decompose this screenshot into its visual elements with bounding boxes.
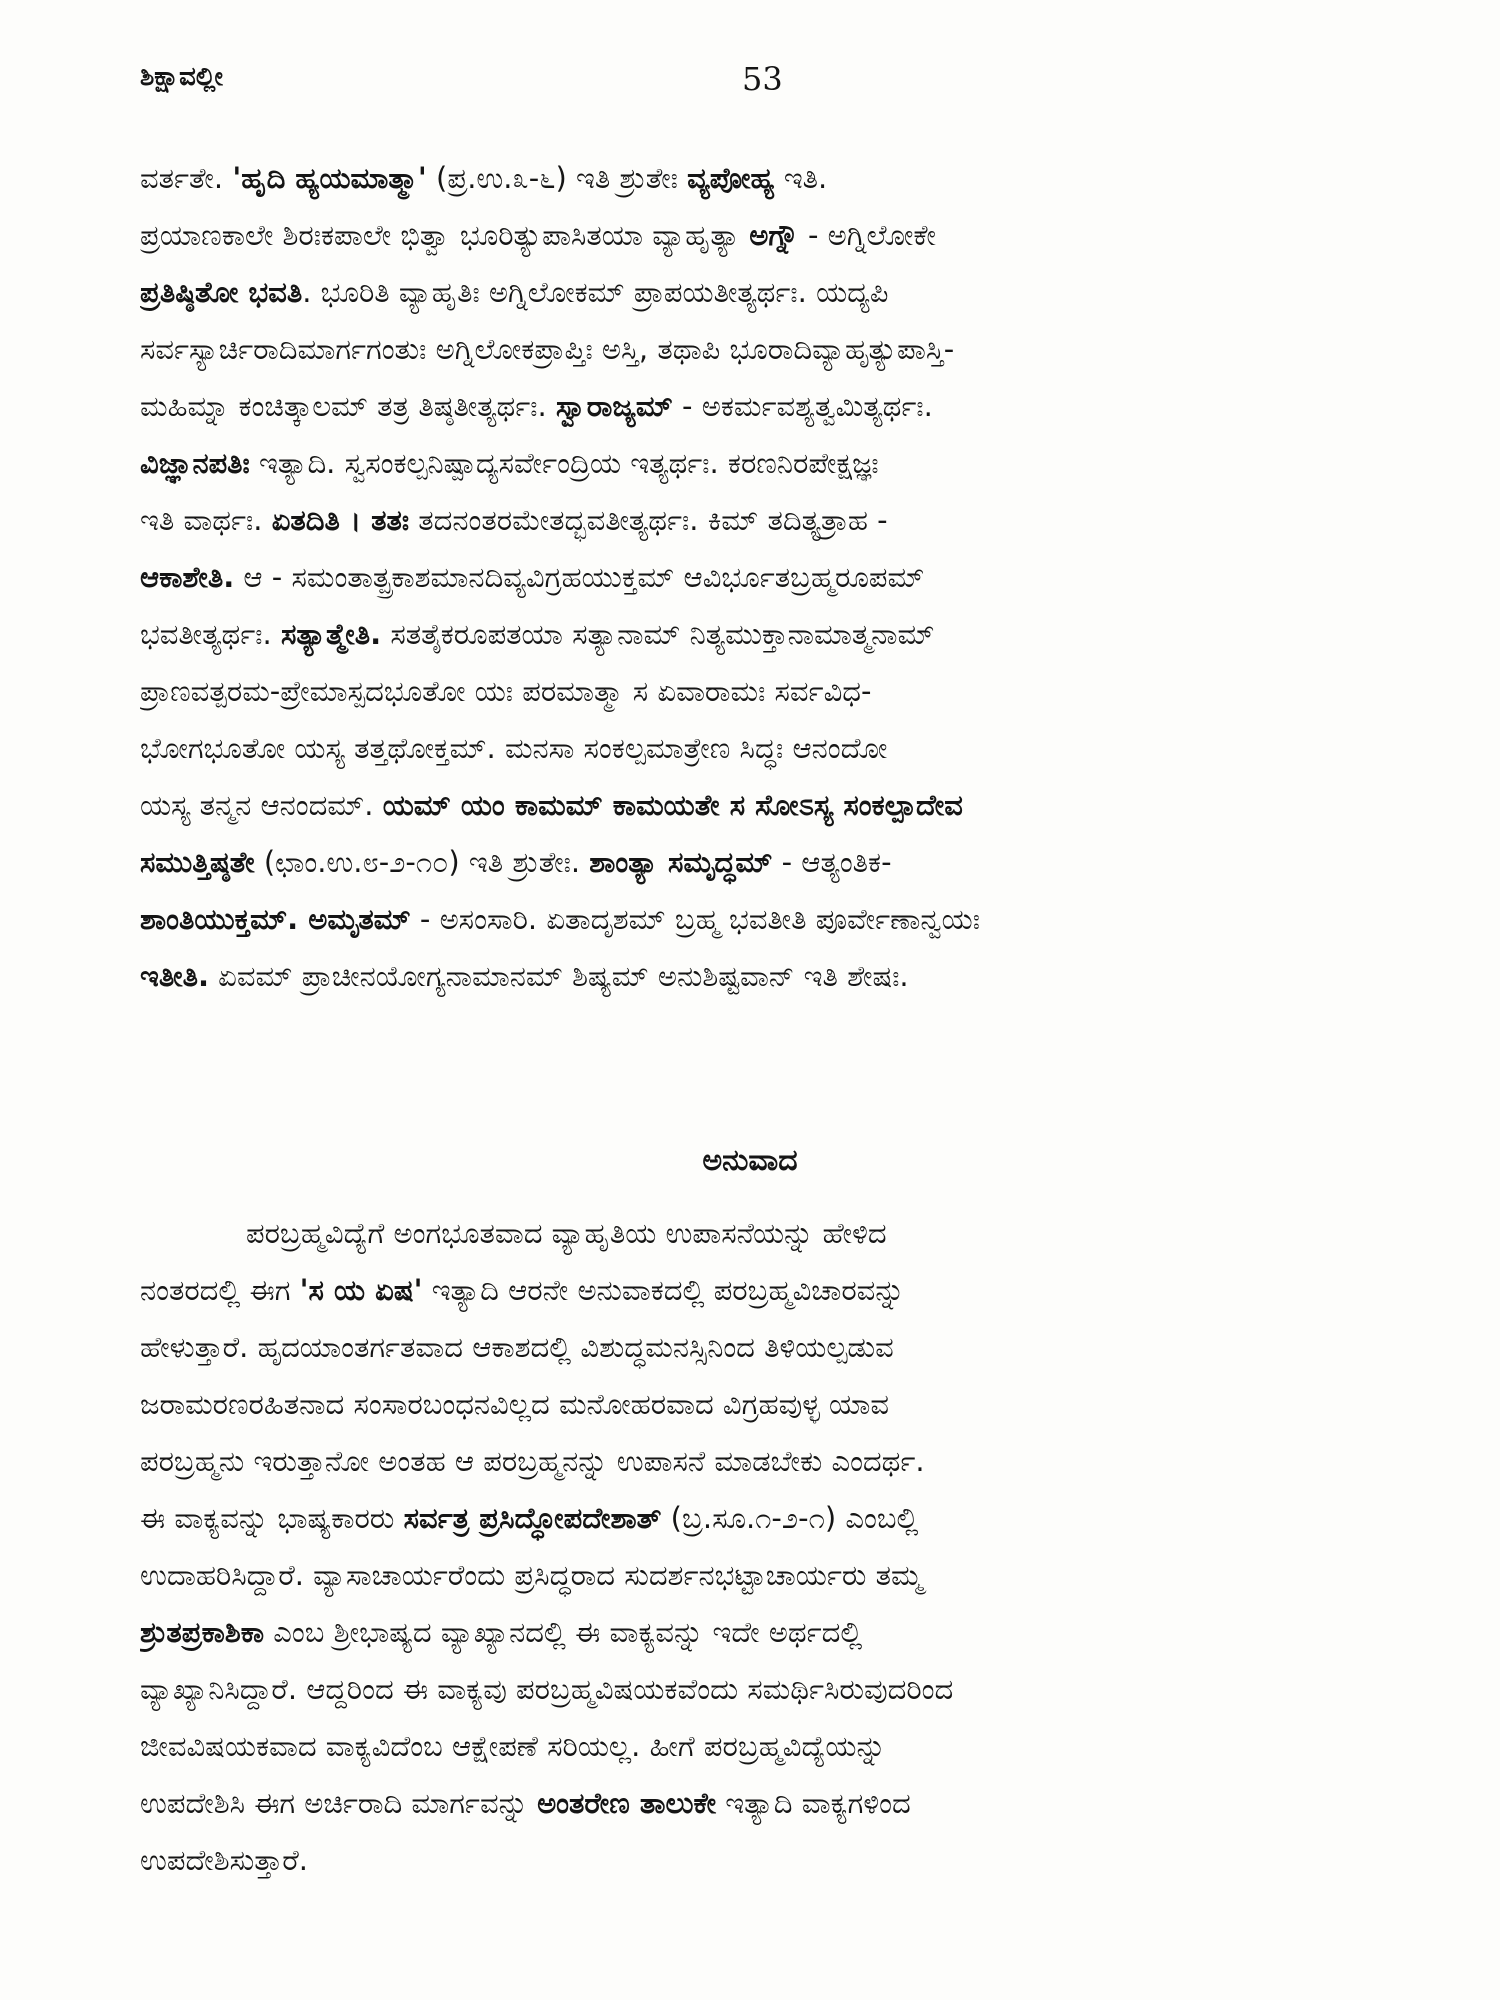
text-segment: - ಆತ್ಯಂತಿಕ- — [772, 845, 892, 879]
text-line — [140, 264, 1382, 321]
text-segment: ಜೀವವಿಷಯಕವಾದ ವಾಕ್ಯವಿದೆಂಬ ಆಕ್ಷೇಪಣೆ ಸರಿಯಲ್ಲ. ಹೀಗೆ ಪರಬ್ರಹ್ಮವಿದ್ಯೆಯನ್ನು — [140, 1729, 886, 1763]
text-segment: ಈ ವಾಕ್ಯವನ್ನು ಭಾಷ್ಯಕಾರರು — [140, 1501, 404, 1535]
text-line — [140, 777, 1382, 834]
bold-text-segment: ಅಂತರೇಣ ತಾಲುಕೇ — [537, 1786, 717, 1820]
text-line — [140, 1718, 1382, 1775]
text-segment: (ಛಾಂ.ಉ.೮-೨-೧೦) ಇತಿ ಶ್ರುತೇಃ. — [254, 845, 590, 879]
commentary-text — [140, 150, 1382, 1005]
text-line — [140, 606, 1382, 663]
bold-text-segment: 'ಹೃದಿ ಹ್ಯಯಮಾತ್ಮಾ' — [232, 161, 427, 195]
bold-text-segment: ಸ್ವಾರಾಜ್ಯಮ್ — [555, 389, 673, 423]
text-line — [140, 1775, 1382, 1832]
bold-text-segment: ಶಾಂತಿಯುಕ್ತಮ್. ಅಮೃತಮ್ — [140, 902, 411, 936]
text-segment: ಪ್ರಾಣವತ್ಪರಮ-ಪ್ರೇಮಾಸ್ಪದಭೂತೋ ಯಃ ಪರಮಾತ್ಮಾ ಸ ಏವಾರಾಮಃ ಸರ್ವವಿಧ- — [140, 674, 872, 708]
text-line — [140, 1433, 1382, 1490]
text-line — [140, 549, 1382, 606]
text-line — [140, 1832, 1382, 1889]
bold-text-segment: ಶ್ರುತಪ್ರಕಾಶಿಕಾ — [140, 1615, 265, 1649]
text-segment: ಇತ್ಯಾದಿ ಆರನೇ ಅನುವಾಕದಲ್ಲಿ ಪರಬ್ರಹ್ಮವಿಚಾರವನ್ನು — [422, 1273, 905, 1307]
text-segment: ಯಸ್ಯ ತನ್ಮನ ಆನಂದಮ್. — [140, 788, 383, 822]
text-segment: ಉದಾಹರಿಸಿದ್ದಾರೆ. ವ್ಯಾಸಾಚಾರ್ಯರೆಂದು ಪ್ರಸಿದ್ಧರಾದ ಸುದರ್ಶನಭಟ್ಟಾಚಾರ್ಯರು ತಮ್ಮ — [140, 1558, 923, 1592]
bold-text-segment: 'ಸ ಯ ಏಷ' — [299, 1273, 423, 1307]
bold-text-segment: ಅಗ್ನೌ — [749, 218, 799, 252]
bold-text-segment: ಸರ್ವತ್ರ ಪ್ರಸಿದ್ಧೋಪದೇಶಾತ್ — [403, 1501, 662, 1535]
text-segment: ಪರಬ್ರಹ್ಮವಿದ್ಯೆಗೆ ಅಂಗಭೂತವಾದ ವ್ಯಾಹೃತಿಯ ಉಪಾಸನೆಯನ್ನು ಹೇಳಿದ — [246, 1216, 887, 1250]
text-segment: - ಅಕರ್ಮವಶ್ಯತ್ವಮಿತ್ಯರ್ಥಃ. — [672, 389, 933, 423]
running-head: ಶಿಕ್ಷಾವಲ್ಲೀ — [140, 62, 223, 92]
text-segment: ಮಹಿಮ್ನಾ ಕಂಚಿತ್ಕಾಲಮ್ ತತ್ರ ತಿಷ್ಠತೀತ್ಯರ್ಥಃ. — [140, 389, 556, 423]
text-segment: ಏವಮ್ ಪ್ರಾಚೀನಯೋಗ್ಯನಾಮಾನಮ್ ಶಿಷ್ಯಮ್ ಅನುಶಿಷ್ಟವಾನ್ ಇತಿ ಶೇಷಃ. — [208, 959, 909, 993]
text-line — [140, 1319, 1382, 1376]
text-line — [140, 1205, 1382, 1262]
text-segment: ಹೇಳುತ್ತಾರೆ. ಹೃದಯಾಂತರ್ಗತವಾದ ಆಕಾಶದಲ್ಲಿ ವಿಶುದ್ಧಮನಸ್ಸಿನಿಂದ ತಿಳಿಯಲ್ಪಡುವ — [140, 1330, 894, 1364]
text-segment: ಇತ್ಯಾದಿ. ಸ್ವಸಂಕಲ್ಪನಿಷ್ಪಾದ್ಯಸರ್ವೇಂದ್ರಿಯ ಇತ್ಯರ್ಥಃ. ಕರಣನಿರಪೇಕ್ಷಜ್ಞಃ — [249, 446, 879, 480]
text-line — [140, 378, 1382, 435]
text-segment: ಇತ್ಯಾದಿ ವಾಕ್ಯಗಳಿಂದ — [716, 1786, 911, 1820]
text-segment: . ಭೂರಿತಿ ವ್ಯಾಹೃತಿಃ ಅಗ್ನಿಲೋಕಮ್ ಪ್ರಾಪಯತೀತ್ಯರ್ಥಃ. ಯದ್ಯಪಿ — [302, 275, 889, 309]
text-segment: ಜರಾಮರಣರಹಿತನಾದ ಸಂಸಾರಬಂಧನವಿಲ್ಲದ ಮನೋಹರವಾದ ವಿಗ್ರಹವುಳ್ಳ ಯಾವ — [140, 1387, 889, 1421]
text-segment: ಸತತೈಕರೂಪತಯಾ ಸತ್ಯಾನಾಮ್ ನಿತ್ಯಮುಕ್ತಾನಾಮಾತ್ಮನಾಮ್ — [381, 617, 935, 651]
text-segment: ಭೋಗಭೂತೋ ಯಸ್ಯ ತತ್ತಥೋಕ್ತಮ್. ಮನಸಾ ಸಂಕಲ್ಪಮಾತ್ರೇಣ ಸಿದ್ಧಃ ಆನಂದೋ — [140, 731, 888, 765]
bold-text-segment: ಇತೀತಿ. — [140, 959, 209, 993]
bold-text-segment: ಏತದಿತಿ । ತತಃ — [271, 503, 410, 537]
text-line — [140, 150, 1382, 207]
text-line — [140, 1547, 1382, 1604]
bold-text-segment: ಪ್ರತಿಷ್ಠಿತೋ ಭವತಿ — [140, 275, 303, 309]
text-line — [140, 663, 1382, 720]
text-segment: ಎಂಬ ಶ್ರೀಭಾಷ್ಯದ ವ್ಯಾಖ್ಯಾನದಲ್ಲಿ ಈ ವಾಕ್ಯವನ್ನು ಇದೇ ಅರ್ಥದಲ್ಲಿ — [264, 1615, 863, 1649]
text-line — [140, 1262, 1382, 1319]
text-segment: ಉಪದೇಶಿಸಿ ಈಗ ಅರ್ಚಿರಾದಿ ಮಾರ್ಗವನ್ನು — [140, 1786, 538, 1820]
text-segment: ವ್ಯಾಖ್ಯಾನಿಸಿದ್ದಾರೆ. ಆದ್ದರಿಂದ ಈ ವಾಕ್ಯವು ಪರಬ್ರಹ್ಮವಿಷಯಕವೆಂದು ಸಮರ್ಥಿಸಿರುವುದರಿಂದ — [140, 1672, 954, 1706]
text-segment: ಪ್ರಯಾಣಕಾಲೇ ಶಿರಃಕಪಾಲೇ ಭಿತ್ವಾ ಭೂರಿತ್ಯುಪಾಸಿತಯಾ ವ್ಯಾಹೃತ್ಯಾ — [140, 218, 750, 252]
text-segment: ಪರಬ್ರಹ್ಮನು ಇರುತ್ತಾನೋ ಅಂತಹ ಆ ಪರಬ್ರಹ್ಮನನ್ನು ಉಪಾಸನೆ ಮಾಡಬೇಕು ಎಂದರ್ಥ. — [140, 1444, 925, 1478]
bold-text-segment: ವಿಜ್ಞಾನಪತಿಃ — [140, 446, 250, 480]
translation-text — [140, 1205, 1382, 1889]
text-line — [140, 435, 1382, 492]
text-segment: ಉಪದೇಶಿಸುತ್ತಾರೆ. — [140, 1843, 308, 1877]
text-segment: ಭವತೀತ್ಯರ್ಥಃ. — [140, 617, 281, 651]
text-segment: ತದನಂತರಮೇತದ್ಭವತೀತ್ಯರ್ಥಃ. ಕಿಮ್ ತದಿತ್ಯತ್ರಾಹ - — [409, 503, 888, 537]
text-segment: (ಬ್ರ.ಸೂ.೧-೨-೧) ಎಂಬಲ್ಲಿ — [661, 1501, 919, 1535]
text-segment: - ಅಗ್ನಿಲೋಕೇ — [798, 218, 936, 252]
text-segment: ಸರ್ವಸ್ಯಾರ್ಚಿರಾದಿಮಾರ್ಗಗಂತುಃ ಅಗ್ನಿಲೋಕಪ್ರಾಪ್ತಿಃ ಅಸ್ತಿ, ತಥಾಪಿ ಭೂರಾದಿವ್ಯಾಹೃತ್ಯುಪಾಸ್ತಿ- — [140, 332, 955, 366]
bold-text-segment: ಆಕಾಶೇತಿ. — [140, 560, 235, 594]
text-line — [140, 1376, 1382, 1433]
text-line — [140, 1604, 1382, 1661]
text-line — [140, 207, 1382, 264]
section-heading: ಅನುವಾದ — [702, 1143, 798, 1178]
bold-text-segment: ಸತ್ಯಾತ್ಮೇತಿ. — [280, 617, 382, 651]
text-line — [140, 891, 1382, 948]
text-line — [140, 1490, 1382, 1547]
text-segment: ನಂತರದಲ್ಲಿ ಈಗ — [140, 1273, 300, 1307]
text-line — [140, 1661, 1382, 1718]
page-number: 53 — [742, 60, 783, 98]
bold-text-segment: ವ್ಯಪೋಹ್ಯ — [687, 161, 775, 195]
text-segment: ಇತಿ ವಾರ್ಥಃ. — [140, 503, 272, 537]
text-line — [140, 948, 1382, 1005]
bold-text-segment: ಶಾಂತ್ಯಾ ಸಮೃದ್ಧಮ್ — [589, 845, 773, 879]
bold-text-segment: ಯಮ್ ಯಂ ಕಾಮಮ್ ಕಾಮಯತೇ ಸ ಸೋಽಸ್ಯ ಸಂಕಲ್ಪಾದೇವ — [382, 788, 963, 822]
text-line — [140, 720, 1382, 777]
text-segment: ಇತಿ. — [774, 161, 828, 195]
text-line — [140, 492, 1382, 549]
text-line — [140, 834, 1382, 891]
text-segment: ಆ - ಸಮಂತಾತ್ಪ್ರಕಾಶಮಾನದಿವ್ಯವಿಗ್ರಹಯುಕ್ತಮ್ ಆವಿರ್ಭೂತಬ್ರಹ್ಮರೂಪಮ್ — [234, 560, 925, 594]
bold-text-segment: ಸಮುತ್ತಿಷ್ಠತೇ — [140, 845, 255, 879]
text-segment: (ಪ್ರ.ಉ.೩-೬) ಇತಿ ಶ್ರುತೇಃ — [426, 161, 688, 195]
text-line — [140, 321, 1382, 378]
text-segment: - ಅಸಂಸಾರಿ. ಏತಾದೃಶಮ್ ಬ್ರಹ್ಮ ಭವತೀತಿ ಪೂರ್ವೇಣಾನ್ವಯಃ — [410, 902, 980, 936]
text-segment: ವರ್ತತೇ. — [140, 161, 233, 195]
